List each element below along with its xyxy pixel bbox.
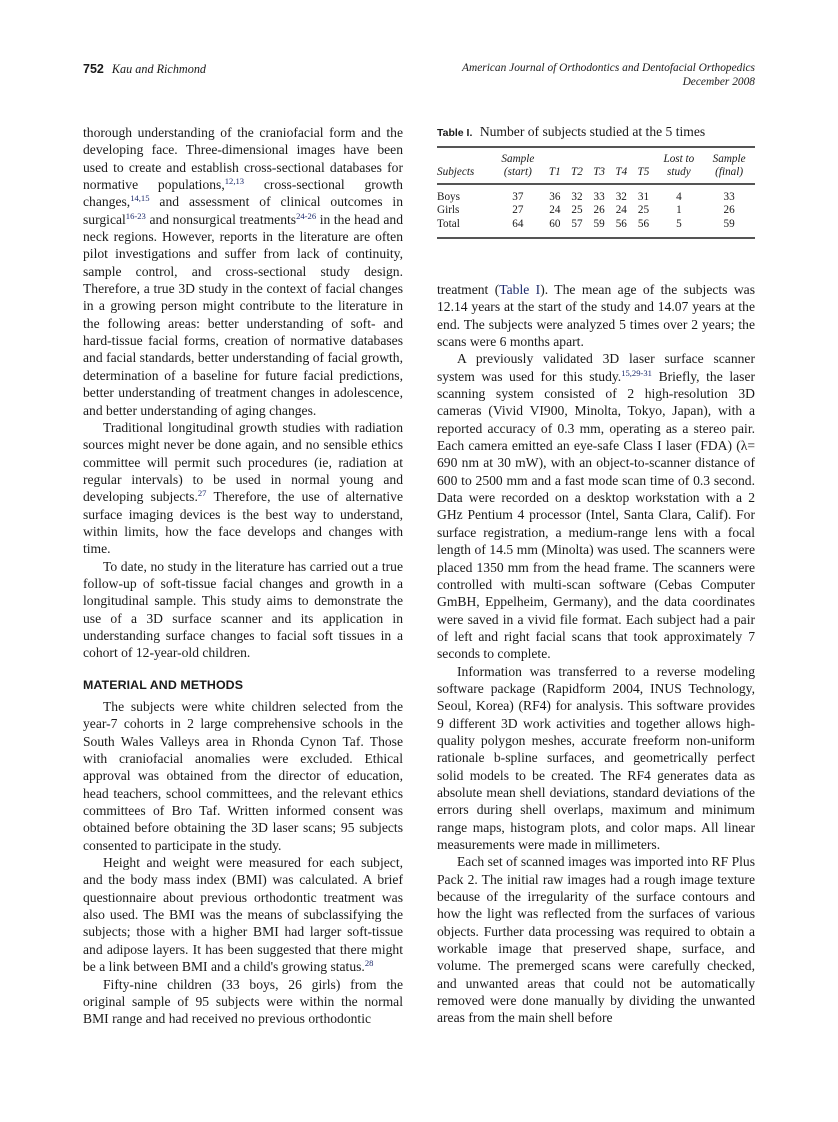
left-column xyxy=(83,124,403,1028)
page-number: 752 xyxy=(83,62,104,76)
paragraph: Each set of scanned images was imported into RF Plus Pack 2. The initial raw images had a rough image texture because of the irregularity of the surface contours and how the light was reflected from the surfaces of various objects. Further data processing was required to obtain a workable image that preserved shape, surface, and volume. The premerged scans were carefully checked, and unwanted areas that could not be automatically removed were done manually by dividing the unwanted areas from the main shell before xyxy=(437,854,755,1026)
table-caption xyxy=(437,124,755,140)
table-title: Number of subjects studied at the 5 times xyxy=(479,124,706,139)
table-row: Girls 27 24 25 26 24 25 1 26 xyxy=(437,204,735,217)
citation-link[interactable]: 15,29-31 xyxy=(621,367,652,378)
paragraph: treatment (Table I). The mean age of the subjects was 12.14 years at the start of the study and 14.07 years at the end. The subjects were analyzed 5 times over 2 years; the scans were 6 months apart. xyxy=(437,282,755,350)
paragraph: A previously validated 3D laser surface scanner system was used for this study.$^{15,29-31}$ Briefly, the laser scanning system consisted of 2 high-resolution 3D cameras (Vivid VI900, Minolta, Tokyo, Japan), with a reported accuracy of 0.3 mm, operating as a stereo pair. Each camera emitted an eye-safe Class I laser (FDA) (λ= 690 nm at 30 mW), with an object-to-scanner distance of 600 to 2500 mm and a fast mode scan time of 0.3 second. Data were recorded on a desktop workstation with a 2 GHz Pentium 4 processor (Intel, Santa Clara, Calif). For surface registration, a medium-range lens with a focal length of 14.5 mm (Minolta) was used. The scanners were placed 1350 mm from the head frame. The scanners were controlled with multi-scan software (Cebas Computer GmBH, Eppelheim, Germany), and the data coordinates were saved in a vivid file format. Each subject had a pair of left and right facial scans that took approximately 7 seconds to complete. xyxy=(437,351,756,662)
col-header-sample-start: Sample (start) xyxy=(501,153,535,178)
journal-title: American Journal of Orthodontics and Dentofacial Orthopedics xyxy=(462,62,755,74)
col-header-lost: Lost to study xyxy=(663,153,695,178)
running-authors: Kau and Richmond xyxy=(111,62,207,76)
running-header xyxy=(83,62,755,94)
paragraph: Height and weight were measured for each subject, and the body mass index (BMI) was calculated. A brief questionnaire about previous orthodontic treatment was also used. The BMI was the means of subclassifying the subjects; those with a higher BMI had larger soft-tissue and adipose layers. It has been suggested that there might be a link between BMI and a child's growing status.$^{28}$ xyxy=(83,855,403,975)
table-row: Boys 37 36 32 33 32 31 4 33 xyxy=(437,191,735,203)
citation-link[interactable]: 24-26 xyxy=(296,210,317,221)
citation-link[interactable]: 12,13 xyxy=(224,176,245,187)
col-header-t3: T3 xyxy=(593,165,606,178)
table-1 xyxy=(437,124,755,239)
header-left xyxy=(83,62,206,77)
citation-link[interactable]: 27 xyxy=(197,488,207,499)
col-header-t1: T1 xyxy=(548,165,561,178)
table-label: Table I. xyxy=(437,127,473,139)
col-header-t2: T2 xyxy=(571,165,583,178)
paragraph: thorough understanding of the craniofacial form and the developing face. Three-dimensional images have been used to create and establish cross-sectional databases for normative populations,$^{12,13}$ cross-sectional growth changes,$^{14,15}$ and assessment of clinical outcomes in surgical$^{16-23}$ and nonsurgical treatments$^{24-26}$ in the head and neck regions. However, reports in the literature are often pilot investigations and suffer from lack of continuity, sample control, and cross-sectional study design. Therefore, a true 3D study in the context of facial changes in a growing person might contribute to the literature in the following areas: better understanding of soft- and hard-tissue facial forms, creation of normative databases and facial standards, better understanding of facial growth, determination of a baseline for future facial predictions, better understanding of treatment changes in adolescence, and better understanding of aging changes. xyxy=(83,125,403,418)
citation-link[interactable]: 16-23 xyxy=(125,210,146,221)
citation-link[interactable]: 28 xyxy=(364,958,374,969)
col-header-sample-final: Sample (final) xyxy=(712,153,746,178)
subjects-table xyxy=(437,146,755,239)
issue-date: December 2008 xyxy=(682,75,755,88)
section-heading: MATERIAL AND METHODS xyxy=(83,677,244,692)
table-row: Total 64 60 57 59 56 56 5 59 xyxy=(437,217,735,230)
right-column xyxy=(437,281,755,1027)
header-right xyxy=(462,62,755,90)
col-header-t5: T5 xyxy=(637,165,650,178)
col-header-subjects: Subjects xyxy=(437,165,475,178)
col-header-t4: T4 xyxy=(615,165,628,178)
paragraph: Information was transferred to a reverse modeling software package (Rapidform 2004, INUS Technology, Seoul, Korea) (RF4) for analysis. This software provides 9 different 3D work activities and together allows high-quality polygon meshes, accurate freeform non-uniform rationale b-spline surfaces, and geometrically perfect solid models to be created. The RF4 generates data as absolute mean shell deviations, standard deviations of the errors during shell overlaps, maximum and minimum range maps, histogram plots, and color maps. All linear measurements were made in millimeters. xyxy=(437,663,755,852)
citation-link[interactable]: 14,15 xyxy=(130,193,150,204)
paragraph: To date, no study in the literature has carried out a true follow-up of soft-tissue facial changes and growth in a longitudinal sample. This study aims to demonstrate the use of a 3D surface scanner and its application in understanding surface changes to facial soft tissues in a cohort of 12-year-old children. xyxy=(83,558,403,661)
table-reference-link[interactable]: Table I xyxy=(499,282,541,297)
table-header-row xyxy=(437,147,755,184)
paragraph: The subjects were white children selected from the year-7 cohorts in 2 large comprehensive schools in the South Wales Valleys area in Rhonda Cynon Taf. Those with craniofacial anomalies were excluded. Ethical approval was obtained from the director of education, head teachers, school committees, and the relevant ethics committees of Bro Taf. Written informed consent was obtained before obtaining the 3D laser scans; 95 subjects consented to participate in the study. xyxy=(83,699,403,853)
paragraph: Traditional longitudinal growth studies with radiation sources might never be done again, and no sensible ethics committee will permit such procedures (ie, radiation at regular intervals) to be used in normal young and developing subjects.$^{27}$ Therefore, the use of alternative surface imaging devices is the best way to understand, within limits, how the face develops and changes with time. xyxy=(83,419,403,557)
paragraph: Fifty-nine children (33 boys, 26 girls) from the original sample of 95 subjects were within the normal BMI range and had received no previous orthodontic xyxy=(83,976,403,1027)
